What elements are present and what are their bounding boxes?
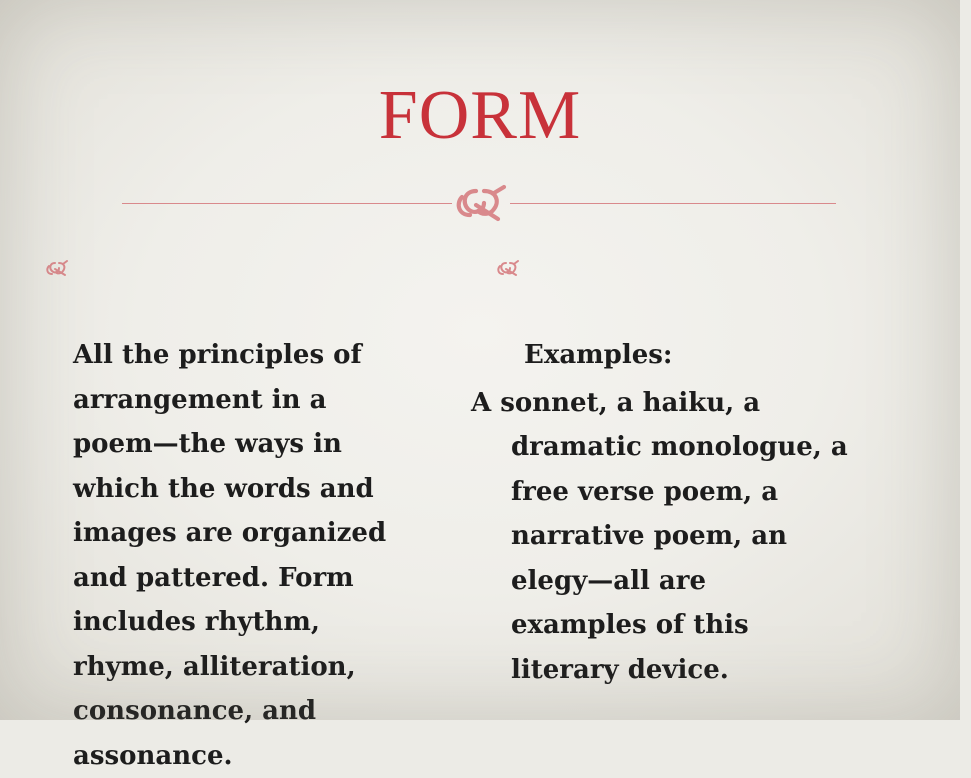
title-divider-left xyxy=(122,203,452,204)
examples-text: A sonnet, a haiku, a dramatic monologue, a free verse poem, a narrative poem, an elegy—all are examples of this literary device. xyxy=(471,387,848,685)
title-divider-right xyxy=(510,203,836,204)
bullet-item xyxy=(497,244,942,378)
slide-title: FORM xyxy=(378,77,582,154)
definition-text: All the principles of arrangement in a poem—the ways in which the words and images are organized and pattered. Form includes rhythm, rhyme, alliteration, consonance, and assonance. xyxy=(73,340,387,771)
bullet-ornament-icon xyxy=(497,259,519,277)
bullet-ornament-icon xyxy=(454,181,508,225)
bullet-item xyxy=(46,244,456,778)
right-column xyxy=(471,244,942,692)
examples-heading: Examples: xyxy=(524,340,673,370)
bullet-ornament-icon xyxy=(46,259,68,277)
left-column xyxy=(46,244,456,778)
